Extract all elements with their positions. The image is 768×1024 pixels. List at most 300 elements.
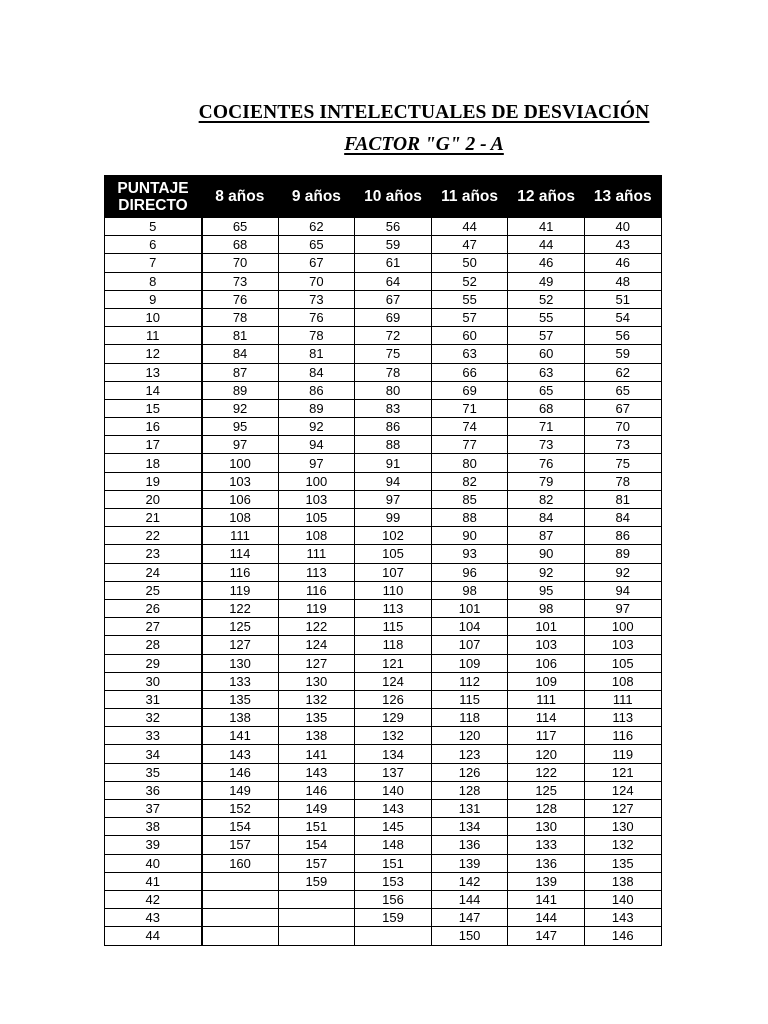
iq-value-cell: 109 bbox=[508, 672, 585, 690]
iq-value-cell: 55 bbox=[508, 308, 585, 326]
iq-value-cell: 141 bbox=[202, 727, 279, 745]
table-row bbox=[105, 800, 662, 818]
table-row bbox=[105, 454, 662, 472]
iq-value-cell: 63 bbox=[508, 363, 585, 381]
iq-value-cell: 116 bbox=[584, 727, 661, 745]
raw-score-cell: 36 bbox=[105, 781, 202, 799]
iq-value-cell: 118 bbox=[355, 636, 432, 654]
iq-value-cell: 92 bbox=[202, 399, 279, 417]
raw-score-cell: 10 bbox=[105, 308, 202, 326]
header-raw-score bbox=[105, 176, 202, 218]
iq-value-cell: 70 bbox=[202, 254, 279, 272]
table-row bbox=[105, 418, 662, 436]
iq-value-cell: 93 bbox=[431, 545, 508, 563]
iq-value-cell: 90 bbox=[508, 545, 585, 563]
iq-value-cell: 134 bbox=[355, 745, 432, 763]
document-subtitle: FACTOR "G" 2 - A bbox=[344, 134, 504, 155]
iq-value-cell: 154 bbox=[278, 836, 355, 854]
iq-value-cell: 146 bbox=[202, 763, 279, 781]
iq-value-cell: 130 bbox=[584, 818, 661, 836]
table-row bbox=[105, 272, 662, 290]
iq-value-cell: 71 bbox=[431, 399, 508, 417]
iq-value-cell: 66 bbox=[431, 363, 508, 381]
iq-value-cell: 94 bbox=[584, 581, 661, 599]
iq-value-cell: 60 bbox=[431, 327, 508, 345]
iq-value-cell: 121 bbox=[355, 654, 432, 672]
iq-value-cell: 46 bbox=[508, 254, 585, 272]
iq-value-cell: 116 bbox=[202, 563, 279, 581]
iq-value-cell: 65 bbox=[202, 218, 279, 236]
iq-value-cell: 55 bbox=[431, 290, 508, 308]
raw-score-cell: 43 bbox=[105, 909, 202, 927]
table-header bbox=[105, 176, 662, 218]
raw-score-cell: 12 bbox=[105, 345, 202, 363]
iq-value-cell: 111 bbox=[202, 527, 279, 545]
table-row bbox=[105, 781, 662, 799]
iq-value-cell: 111 bbox=[584, 690, 661, 708]
iq-value-cell: 121 bbox=[584, 763, 661, 781]
iq-value-cell: 95 bbox=[508, 581, 585, 599]
iq-value-cell: 132 bbox=[355, 727, 432, 745]
iq-value-cell: 84 bbox=[278, 363, 355, 381]
header-age-11: 11 años bbox=[431, 176, 508, 218]
iq-value-cell: 86 bbox=[278, 381, 355, 399]
iq-value-cell: 76 bbox=[508, 454, 585, 472]
iq-value-cell: 43 bbox=[584, 236, 661, 254]
iq-value-cell: 92 bbox=[278, 418, 355, 436]
raw-score-cell: 38 bbox=[105, 818, 202, 836]
raw-score-cell: 26 bbox=[105, 599, 202, 617]
table-row bbox=[105, 854, 662, 872]
table-row bbox=[105, 618, 662, 636]
raw-score-cell: 37 bbox=[105, 800, 202, 818]
iq-value-cell: 135 bbox=[202, 690, 279, 708]
iq-value-cell: 76 bbox=[202, 290, 279, 308]
iq-value-cell bbox=[202, 890, 279, 908]
iq-value-cell: 107 bbox=[355, 563, 432, 581]
iq-value-cell: 143 bbox=[202, 745, 279, 763]
iq-value-cell: 142 bbox=[431, 872, 508, 890]
iq-value-cell: 130 bbox=[278, 672, 355, 690]
table-row bbox=[105, 563, 662, 581]
iq-value-cell: 110 bbox=[355, 581, 432, 599]
iq-value-cell: 44 bbox=[431, 218, 508, 236]
raw-score-cell: 28 bbox=[105, 636, 202, 654]
table-row bbox=[105, 308, 662, 326]
iq-value-cell: 125 bbox=[202, 618, 279, 636]
iq-value-cell: 61 bbox=[355, 254, 432, 272]
iq-value-cell: 57 bbox=[431, 308, 508, 326]
raw-score-cell: 44 bbox=[105, 927, 202, 945]
table-row bbox=[105, 763, 662, 781]
iq-value-cell: 131 bbox=[431, 800, 508, 818]
iq-value-cell: 157 bbox=[202, 836, 279, 854]
iq-value-cell: 125 bbox=[508, 781, 585, 799]
document-title: COCIENTES INTELECTUALES DE DESVIACIÓN bbox=[198, 102, 650, 123]
iq-value-cell: 122 bbox=[508, 763, 585, 781]
iq-value-cell: 49 bbox=[508, 272, 585, 290]
iq-value-cell: 152 bbox=[202, 800, 279, 818]
iq-value-cell: 73 bbox=[202, 272, 279, 290]
header-age-12: 12 años bbox=[508, 176, 585, 218]
iq-value-cell: 89 bbox=[278, 399, 355, 417]
iq-value-cell: 143 bbox=[355, 800, 432, 818]
iq-value-cell: 70 bbox=[278, 272, 355, 290]
iq-value-cell: 135 bbox=[278, 709, 355, 727]
iq-value-cell: 87 bbox=[508, 527, 585, 545]
iq-value-cell: 59 bbox=[584, 345, 661, 363]
table-row bbox=[105, 236, 662, 254]
iq-value-cell: 67 bbox=[584, 399, 661, 417]
iq-value-cell: 112 bbox=[431, 672, 508, 690]
iq-value-cell: 115 bbox=[431, 690, 508, 708]
iq-value-cell: 78 bbox=[355, 363, 432, 381]
raw-score-cell: 42 bbox=[105, 890, 202, 908]
iq-value-cell: 138 bbox=[278, 727, 355, 745]
iq-value-cell: 159 bbox=[278, 872, 355, 890]
table-row bbox=[105, 290, 662, 308]
iq-value-cell: 97 bbox=[278, 454, 355, 472]
iq-value-cell: 62 bbox=[278, 218, 355, 236]
table-row bbox=[105, 345, 662, 363]
iq-value-cell: 133 bbox=[202, 672, 279, 690]
raw-score-cell: 7 bbox=[105, 254, 202, 272]
table-row bbox=[105, 363, 662, 381]
iq-value-cell: 71 bbox=[508, 418, 585, 436]
raw-score-cell: 24 bbox=[105, 563, 202, 581]
iq-value-cell: 78 bbox=[202, 308, 279, 326]
iq-value-cell bbox=[278, 909, 355, 927]
iq-value-cell: 149 bbox=[278, 800, 355, 818]
iq-value-cell: 139 bbox=[431, 854, 508, 872]
raw-score-cell: 11 bbox=[105, 327, 202, 345]
iq-value-cell: 134 bbox=[431, 818, 508, 836]
iq-value-cell: 73 bbox=[278, 290, 355, 308]
table-row bbox=[105, 509, 662, 527]
iq-value-cell: 97 bbox=[584, 599, 661, 617]
raw-score-cell: 25 bbox=[105, 581, 202, 599]
iq-value-cell: 50 bbox=[431, 254, 508, 272]
table-row bbox=[105, 399, 662, 417]
iq-value-cell: 78 bbox=[278, 327, 355, 345]
iq-value-cell bbox=[202, 872, 279, 890]
iq-value-cell: 122 bbox=[202, 599, 279, 617]
raw-score-cell: 41 bbox=[105, 872, 202, 890]
iq-value-cell: 160 bbox=[202, 854, 279, 872]
raw-score-cell: 32 bbox=[105, 709, 202, 727]
iq-value-cell: 108 bbox=[278, 527, 355, 545]
iq-value-cell: 129 bbox=[355, 709, 432, 727]
raw-score-cell: 19 bbox=[105, 472, 202, 490]
iq-value-cell: 141 bbox=[278, 745, 355, 763]
table-row bbox=[105, 709, 662, 727]
iq-value-cell: 100 bbox=[584, 618, 661, 636]
iq-value-cell: 147 bbox=[431, 909, 508, 927]
iq-value-cell: 139 bbox=[508, 872, 585, 890]
iq-value-cell: 101 bbox=[508, 618, 585, 636]
iq-value-cell: 103 bbox=[508, 636, 585, 654]
table-row bbox=[105, 818, 662, 836]
iq-value-cell: 117 bbox=[508, 727, 585, 745]
iq-value-cell: 48 bbox=[584, 272, 661, 290]
iq-value-cell: 107 bbox=[431, 636, 508, 654]
table-row bbox=[105, 436, 662, 454]
iq-value-cell: 157 bbox=[278, 854, 355, 872]
iq-value-cell: 84 bbox=[202, 345, 279, 363]
iq-value-cell: 159 bbox=[355, 909, 432, 927]
raw-score-cell: 23 bbox=[105, 545, 202, 563]
iq-value-cell: 119 bbox=[278, 599, 355, 617]
table-row bbox=[105, 490, 662, 508]
iq-value-cell: 114 bbox=[202, 545, 279, 563]
iq-value-cell: 67 bbox=[355, 290, 432, 308]
header-raw-score-line2: DIRECTO bbox=[118, 196, 188, 214]
iq-value-cell: 140 bbox=[355, 781, 432, 799]
iq-value-cell: 95 bbox=[202, 418, 279, 436]
raw-score-cell: 27 bbox=[105, 618, 202, 636]
iq-value-cell: 122 bbox=[278, 618, 355, 636]
iq-value-cell: 108 bbox=[584, 672, 661, 690]
iq-value-cell: 123 bbox=[431, 745, 508, 763]
iq-value-cell: 151 bbox=[278, 818, 355, 836]
iq-value-cell: 98 bbox=[431, 581, 508, 599]
iq-value-cell: 73 bbox=[508, 436, 585, 454]
iq-value-cell: 69 bbox=[431, 381, 508, 399]
iq-value-cell: 75 bbox=[584, 454, 661, 472]
raw-score-cell: 20 bbox=[105, 490, 202, 508]
iq-value-cell: 146 bbox=[278, 781, 355, 799]
iq-value-cell: 68 bbox=[202, 236, 279, 254]
table-row bbox=[105, 599, 662, 617]
iq-value-cell: 92 bbox=[584, 563, 661, 581]
iq-value-cell: 100 bbox=[278, 472, 355, 490]
iq-value-cell: 99 bbox=[355, 509, 432, 527]
header-age-10: 10 años bbox=[355, 176, 432, 218]
iq-value-cell: 91 bbox=[355, 454, 432, 472]
iq-value-cell: 76 bbox=[278, 308, 355, 326]
iq-value-cell: 82 bbox=[508, 490, 585, 508]
iq-value-cell: 47 bbox=[431, 236, 508, 254]
iq-value-cell: 116 bbox=[278, 581, 355, 599]
iq-value-cell: 60 bbox=[508, 345, 585, 363]
raw-score-cell: 29 bbox=[105, 654, 202, 672]
table-row bbox=[105, 872, 662, 890]
iq-value-cell: 96 bbox=[431, 563, 508, 581]
iq-value-cell: 63 bbox=[431, 345, 508, 363]
iq-value-cell: 62 bbox=[584, 363, 661, 381]
iq-value-cell: 103 bbox=[584, 636, 661, 654]
iq-value-cell: 136 bbox=[431, 836, 508, 854]
iq-value-cell: 89 bbox=[584, 545, 661, 563]
iq-value-cell: 113 bbox=[584, 709, 661, 727]
iq-value-cell: 113 bbox=[278, 563, 355, 581]
iq-value-cell: 65 bbox=[278, 236, 355, 254]
iq-value-cell: 56 bbox=[584, 327, 661, 345]
iq-value-cell: 104 bbox=[431, 618, 508, 636]
iq-value-cell: 133 bbox=[508, 836, 585, 854]
table-row bbox=[105, 654, 662, 672]
iq-value-cell: 73 bbox=[584, 436, 661, 454]
header-age-9: 9 años bbox=[278, 176, 355, 218]
iq-value-cell: 120 bbox=[508, 745, 585, 763]
raw-score-cell: 8 bbox=[105, 272, 202, 290]
raw-score-cell: 35 bbox=[105, 763, 202, 781]
iq-value-cell: 137 bbox=[355, 763, 432, 781]
iq-value-cell: 84 bbox=[508, 509, 585, 527]
iq-value-cell: 103 bbox=[202, 472, 279, 490]
raw-score-cell: 16 bbox=[105, 418, 202, 436]
iq-value-cell: 143 bbox=[278, 763, 355, 781]
iq-value-cell: 147 bbox=[508, 927, 585, 945]
iq-value-cell: 109 bbox=[431, 654, 508, 672]
raw-score-cell: 22 bbox=[105, 527, 202, 545]
iq-value-cell: 156 bbox=[355, 890, 432, 908]
iq-value-cell: 154 bbox=[202, 818, 279, 836]
iq-value-cell: 118 bbox=[431, 709, 508, 727]
iq-value-cell bbox=[278, 890, 355, 908]
iq-value-cell: 57 bbox=[508, 327, 585, 345]
iq-value-cell: 40 bbox=[584, 218, 661, 236]
iq-value-cell: 44 bbox=[508, 236, 585, 254]
iq-value-cell bbox=[202, 909, 279, 927]
header-row bbox=[105, 176, 662, 218]
iq-value-cell: 140 bbox=[584, 890, 661, 908]
iq-value-cell: 80 bbox=[355, 381, 432, 399]
iq-value-cell: 144 bbox=[431, 890, 508, 908]
iq-value-cell: 138 bbox=[202, 709, 279, 727]
iq-value-cell: 130 bbox=[202, 654, 279, 672]
iq-value-cell: 102 bbox=[355, 527, 432, 545]
iq-value-cell: 87 bbox=[202, 363, 279, 381]
header-age-13: 13 años bbox=[584, 176, 661, 218]
iq-value-cell: 70 bbox=[584, 418, 661, 436]
iq-value-cell: 64 bbox=[355, 272, 432, 290]
iq-value-cell: 128 bbox=[431, 781, 508, 799]
iq-value-cell: 90 bbox=[431, 527, 508, 545]
iq-value-cell: 141 bbox=[508, 890, 585, 908]
iq-value-cell: 81 bbox=[584, 490, 661, 508]
raw-score-cell: 18 bbox=[105, 454, 202, 472]
raw-score-cell: 30 bbox=[105, 672, 202, 690]
iq-value-cell: 46 bbox=[584, 254, 661, 272]
iq-value-cell: 149 bbox=[202, 781, 279, 799]
iq-value-cell: 126 bbox=[431, 763, 508, 781]
iq-value-cell: 82 bbox=[431, 472, 508, 490]
raw-score-cell: 15 bbox=[105, 399, 202, 417]
iq-value-cell: 81 bbox=[278, 345, 355, 363]
iq-value-cell: 98 bbox=[508, 599, 585, 617]
iq-value-cell: 132 bbox=[584, 836, 661, 854]
iq-value-cell: 138 bbox=[584, 872, 661, 890]
iq-value-cell: 153 bbox=[355, 872, 432, 890]
iq-value-cell: 75 bbox=[355, 345, 432, 363]
iq-value-cell: 97 bbox=[355, 490, 432, 508]
raw-score-cell: 33 bbox=[105, 727, 202, 745]
table-row bbox=[105, 581, 662, 599]
raw-score-cell: 6 bbox=[105, 236, 202, 254]
table-row bbox=[105, 909, 662, 927]
iq-value-cell: 67 bbox=[278, 254, 355, 272]
iq-value-cell: 101 bbox=[431, 599, 508, 617]
raw-score-cell: 34 bbox=[105, 745, 202, 763]
iq-value-cell: 144 bbox=[508, 909, 585, 927]
iq-value-cell: 69 bbox=[355, 308, 432, 326]
table-body bbox=[105, 218, 662, 946]
table-row bbox=[105, 636, 662, 654]
iq-value-cell: 127 bbox=[278, 654, 355, 672]
raw-score-cell: 9 bbox=[105, 290, 202, 308]
table-row bbox=[105, 254, 662, 272]
raw-score-cell: 17 bbox=[105, 436, 202, 454]
iq-value-cell: 78 bbox=[584, 472, 661, 490]
iq-value-cell: 132 bbox=[278, 690, 355, 708]
iq-value-cell: 148 bbox=[355, 836, 432, 854]
iq-value-cell: 92 bbox=[508, 563, 585, 581]
iq-value-cell: 130 bbox=[508, 818, 585, 836]
iq-value-cell: 128 bbox=[508, 800, 585, 818]
iq-value-cell: 145 bbox=[355, 818, 432, 836]
iq-value-cell: 94 bbox=[278, 436, 355, 454]
iq-value-cell: 124 bbox=[355, 672, 432, 690]
iq-value-cell: 86 bbox=[355, 418, 432, 436]
table-row bbox=[105, 745, 662, 763]
iq-value-cell: 119 bbox=[202, 581, 279, 599]
iq-value-cell: 105 bbox=[584, 654, 661, 672]
table-row bbox=[105, 472, 662, 490]
table-row bbox=[105, 218, 662, 236]
iq-value-cell: 88 bbox=[355, 436, 432, 454]
iq-value-cell: 105 bbox=[355, 545, 432, 563]
iq-value-cell: 68 bbox=[508, 399, 585, 417]
table-row bbox=[105, 545, 662, 563]
iq-value-cell: 86 bbox=[584, 527, 661, 545]
iq-value-cell: 114 bbox=[508, 709, 585, 727]
raw-score-cell: 40 bbox=[105, 854, 202, 872]
iq-value-cell: 41 bbox=[508, 218, 585, 236]
iq-value-cell: 79 bbox=[508, 472, 585, 490]
iq-value-cell: 136 bbox=[508, 854, 585, 872]
iq-value-cell: 119 bbox=[584, 745, 661, 763]
iq-value-cell: 85 bbox=[431, 490, 508, 508]
iq-value-cell: 72 bbox=[355, 327, 432, 345]
raw-score-cell: 39 bbox=[105, 836, 202, 854]
iq-value-cell: 97 bbox=[202, 436, 279, 454]
iq-value-cell: 52 bbox=[431, 272, 508, 290]
table-row bbox=[105, 690, 662, 708]
iq-value-cell: 135 bbox=[584, 854, 661, 872]
iq-value-cell: 59 bbox=[355, 236, 432, 254]
iq-value-cell bbox=[278, 927, 355, 945]
iq-value-cell: 150 bbox=[431, 927, 508, 945]
iq-value-cell: 126 bbox=[355, 690, 432, 708]
iq-value-cell: 103 bbox=[278, 490, 355, 508]
iq-value-cell: 65 bbox=[508, 381, 585, 399]
iq-value-cell: 89 bbox=[202, 381, 279, 399]
table-row bbox=[105, 381, 662, 399]
iq-value-cell: 108 bbox=[202, 509, 279, 527]
iq-conversion-table bbox=[104, 175, 662, 946]
table-row bbox=[105, 836, 662, 854]
iq-value-cell: 113 bbox=[355, 599, 432, 617]
iq-value-cell: 151 bbox=[355, 854, 432, 872]
iq-value-cell: 115 bbox=[355, 618, 432, 636]
header-raw-score-line1: PUNTAJE bbox=[117, 179, 189, 197]
raw-score-cell: 13 bbox=[105, 363, 202, 381]
iq-value-cell bbox=[355, 927, 432, 945]
iq-value-cell: 111 bbox=[278, 545, 355, 563]
header-age-8: 8 años bbox=[202, 176, 279, 218]
table-row bbox=[105, 527, 662, 545]
